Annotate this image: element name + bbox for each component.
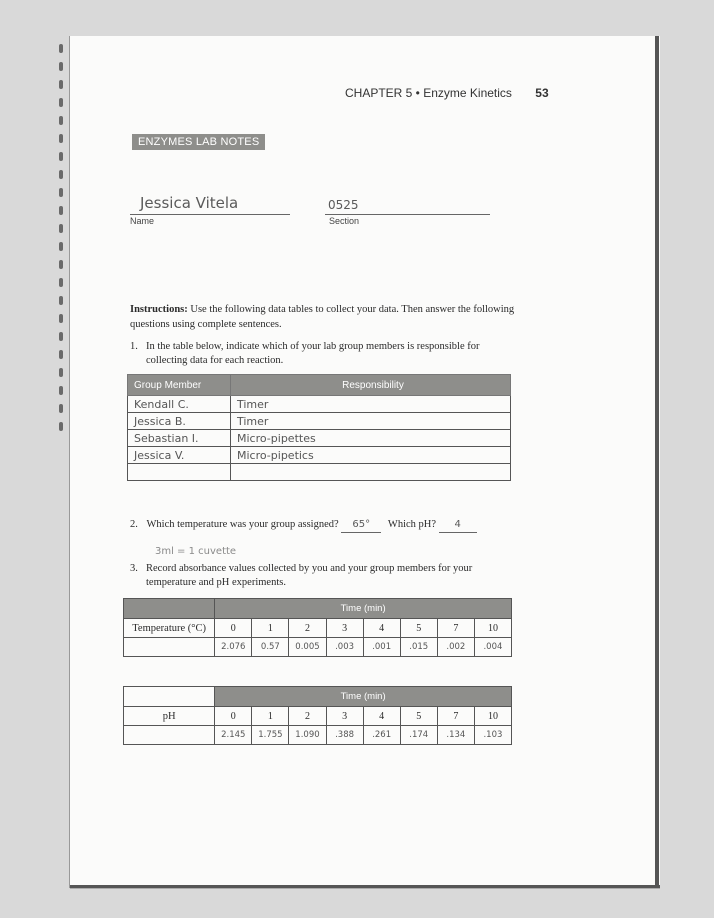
temperature-table	[123, 598, 512, 657]
question-2-ph-text: Which pH?	[387, 519, 437, 530]
time-cell: 4	[363, 619, 400, 638]
absorbance-cell: 1.090	[289, 726, 326, 745]
page-number: 53	[535, 86, 549, 100]
time-cell: 3	[326, 707, 363, 726]
instructions	[130, 302, 515, 332]
absorbance-cell: 2.145	[215, 726, 252, 745]
responsibility-cell	[231, 464, 511, 481]
time-cell: 10	[474, 619, 511, 638]
table-row	[124, 638, 512, 657]
time-cell: 3	[326, 619, 363, 638]
time-cell: 7	[437, 619, 474, 638]
question-1-number: 1.	[130, 341, 138, 352]
time-cell: 7	[437, 707, 474, 726]
responsibility-table	[127, 374, 511, 481]
ph-answer: 4	[439, 518, 477, 533]
time-header: Time (min)	[215, 599, 512, 619]
responsibility-cell: Timer	[231, 413, 511, 430]
question-1-text: In the table below, indicate which of your lab group members is responsible for collecting data for each reaction.	[146, 341, 480, 366]
ph-table	[123, 686, 512, 745]
responsibility-cell: Timer	[231, 396, 511, 413]
table-row	[124, 726, 512, 745]
empty-cell	[124, 726, 215, 745]
temperature-answer: 65°	[341, 518, 381, 533]
table-row	[128, 396, 511, 413]
time-header-row	[124, 687, 512, 707]
section-underline	[325, 214, 490, 215]
time-cell: 2	[289, 619, 326, 638]
cuvette-note: 3ml = 1 cuvette	[155, 546, 237, 557]
question-2-number: 2.	[130, 519, 138, 530]
absorbance-cell: .103	[474, 726, 511, 745]
table-row	[128, 447, 511, 464]
absorbance-cell: 2.076	[215, 638, 252, 657]
absorbance-cell: .004	[474, 638, 511, 657]
absorbance-cell: .002	[437, 638, 474, 657]
responsibility-cell: Micro-pipettes	[231, 430, 511, 447]
time-cell: 0	[215, 707, 252, 726]
time-header: Time (min)	[215, 687, 512, 707]
question-2	[130, 518, 477, 533]
time-cell: 10	[474, 707, 511, 726]
time-cell: 5	[400, 619, 437, 638]
column-header: Group Member	[128, 375, 231, 396]
section-badge: ENZYMES LAB NOTES	[132, 134, 265, 150]
time-header-row	[124, 599, 512, 619]
absorbance-cell: 0.57	[252, 638, 289, 657]
page-header	[345, 86, 549, 100]
table-row	[128, 430, 511, 447]
instructions-bold: Instructions:	[130, 304, 188, 315]
name-underline	[130, 214, 290, 215]
section-handwritten: 0525	[328, 198, 359, 212]
member-cell: Jessica B.	[128, 413, 231, 430]
temperature-label: Temperature (°C)	[124, 619, 215, 638]
absorbance-cell: 0.005	[289, 638, 326, 657]
name-label: Name	[130, 216, 155, 226]
time-cell: 2	[289, 707, 326, 726]
page-bottom-edge	[70, 885, 660, 888]
member-cell: Jessica V.	[128, 447, 231, 464]
responsibility-cell: Micro-pipetics	[231, 447, 511, 464]
ph-label: pH	[124, 707, 215, 726]
time-cell: 5	[400, 707, 437, 726]
time-cell: 0	[215, 619, 252, 638]
absorbance-cell: .001	[363, 638, 400, 657]
absorbance-cell: .134	[437, 726, 474, 745]
chapter-title: CHAPTER 5 • Enzyme Kinetics	[345, 86, 512, 100]
spiral-binding	[56, 44, 66, 440]
member-cell: Kendall C.	[128, 396, 231, 413]
empty-cell	[124, 638, 215, 657]
blank-cell	[124, 599, 215, 619]
member-cell	[128, 464, 231, 481]
page-edge	[655, 36, 659, 888]
table-row	[128, 413, 511, 430]
question-2-text: Which temperature was your group assigned?	[146, 519, 339, 530]
time-cell: 1	[252, 619, 289, 638]
section-label: Section	[329, 216, 360, 226]
table-row	[124, 619, 512, 638]
absorbance-cell: .003	[326, 638, 363, 657]
question-1	[130, 340, 510, 368]
absorbance-cell: .174	[400, 726, 437, 745]
absorbance-cell: .015	[400, 638, 437, 657]
absorbance-cell: .261	[363, 726, 400, 745]
question-3	[130, 562, 510, 590]
question-3-number: 3.	[130, 563, 138, 574]
absorbance-cell: .388	[326, 726, 363, 745]
table-row	[128, 464, 511, 481]
table-row	[124, 707, 512, 726]
time-cell: 1	[252, 707, 289, 726]
blank-cell	[124, 687, 215, 707]
question-3-text: Record absorbance values collected by you and your group members for your temperature and pH experiments.	[146, 563, 473, 588]
name-handwritten: Jessica Vitela	[140, 194, 239, 212]
instructions-text: Use the following data tables to collect your data. Then answer the following questions using complete sentences.	[130, 304, 515, 330]
time-cell: 4	[363, 707, 400, 726]
column-header: Responsibility	[231, 375, 511, 396]
member-cell: Sebastian I.	[128, 430, 231, 447]
table-header-row	[128, 375, 511, 396]
absorbance-cell: 1.755	[252, 726, 289, 745]
